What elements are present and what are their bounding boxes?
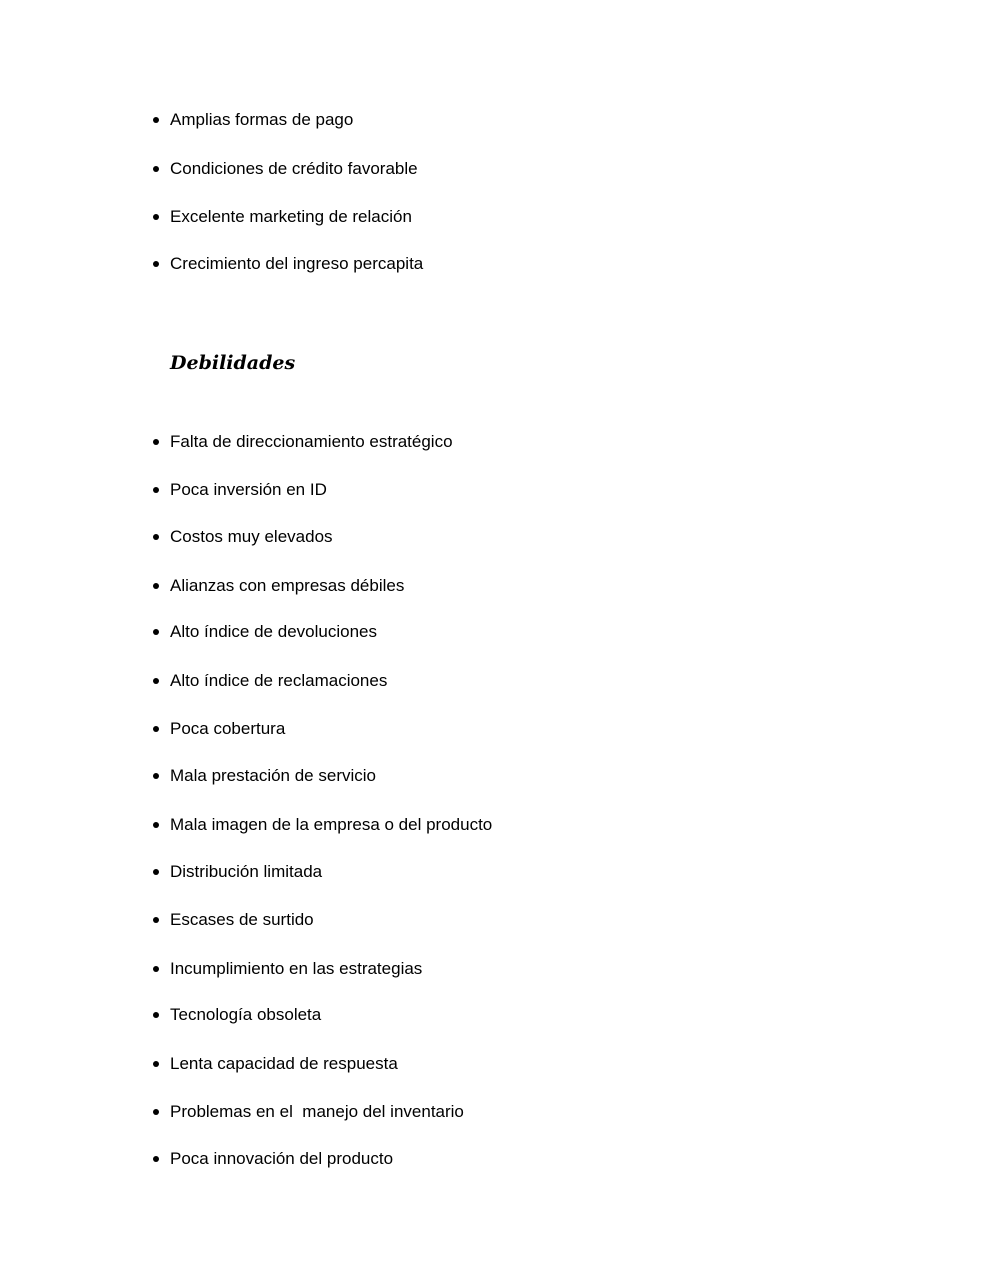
bullet-icon <box>153 1061 159 1067</box>
bullet-icon <box>153 1012 159 1018</box>
bullet-icon <box>153 822 159 828</box>
list-item-text: Problemas en el manejo del inventario <box>170 1102 464 1121</box>
list-item-text: Mala prestación de servicio <box>170 766 376 785</box>
list-item-text: Incumplimiento en las estrategias <box>170 959 423 978</box>
bullet-icon <box>153 214 159 220</box>
list-item-text: Alto índice de reclamaciones <box>170 671 388 690</box>
bullet-icon <box>153 487 159 493</box>
list-item-text: Falta de direccionamiento estratégico <box>170 432 453 451</box>
bullet-icon <box>153 534 159 540</box>
bullet-icon <box>153 583 159 589</box>
bullet-icon <box>153 261 159 267</box>
list-item-text: Poca innovación del producto <box>170 1149 394 1168</box>
list-item-text: Distribución limitada <box>170 862 323 881</box>
bullet-icon <box>153 678 159 684</box>
bullet-icon <box>153 917 159 923</box>
section-heading-debilidades: Debilidades <box>170 352 296 374</box>
bullet-icon <box>153 773 159 779</box>
list-item-text: Amplias formas de pago <box>170 110 354 129</box>
list-item-text: Excelente marketing de relación <box>170 207 412 226</box>
bullet-icon <box>153 629 159 635</box>
bullet-icon <box>153 726 159 732</box>
list-item-text: Poca inversión en ID <box>170 480 327 499</box>
list-item-text: Alianzas con empresas débiles <box>170 576 405 595</box>
list-item-text: Tecnología obsoleta <box>170 1005 322 1024</box>
list-item-text: Poca cobertura <box>170 719 286 738</box>
list-item-text: Crecimiento del ingreso percapita <box>170 254 424 273</box>
list-item-text: Escases de surtido <box>170 910 314 929</box>
list-item-text: Lenta capacidad de respuesta <box>170 1054 398 1073</box>
bullet-icon <box>153 117 159 123</box>
list-item-text: Condiciones de crédito favorable <box>170 159 418 178</box>
list-item-text: Alto índice de devoluciones <box>170 622 377 641</box>
bullet-icon <box>153 439 159 445</box>
bullet-icon <box>153 166 159 172</box>
list-item-text: Costos muy elevados <box>170 527 333 546</box>
bullet-icon <box>153 966 159 972</box>
bullet-icon <box>153 1109 159 1115</box>
list-item-text: Mala imagen de la empresa o del producto <box>170 815 493 834</box>
bullet-icon <box>153 869 159 875</box>
bullet-icon <box>153 1156 159 1162</box>
